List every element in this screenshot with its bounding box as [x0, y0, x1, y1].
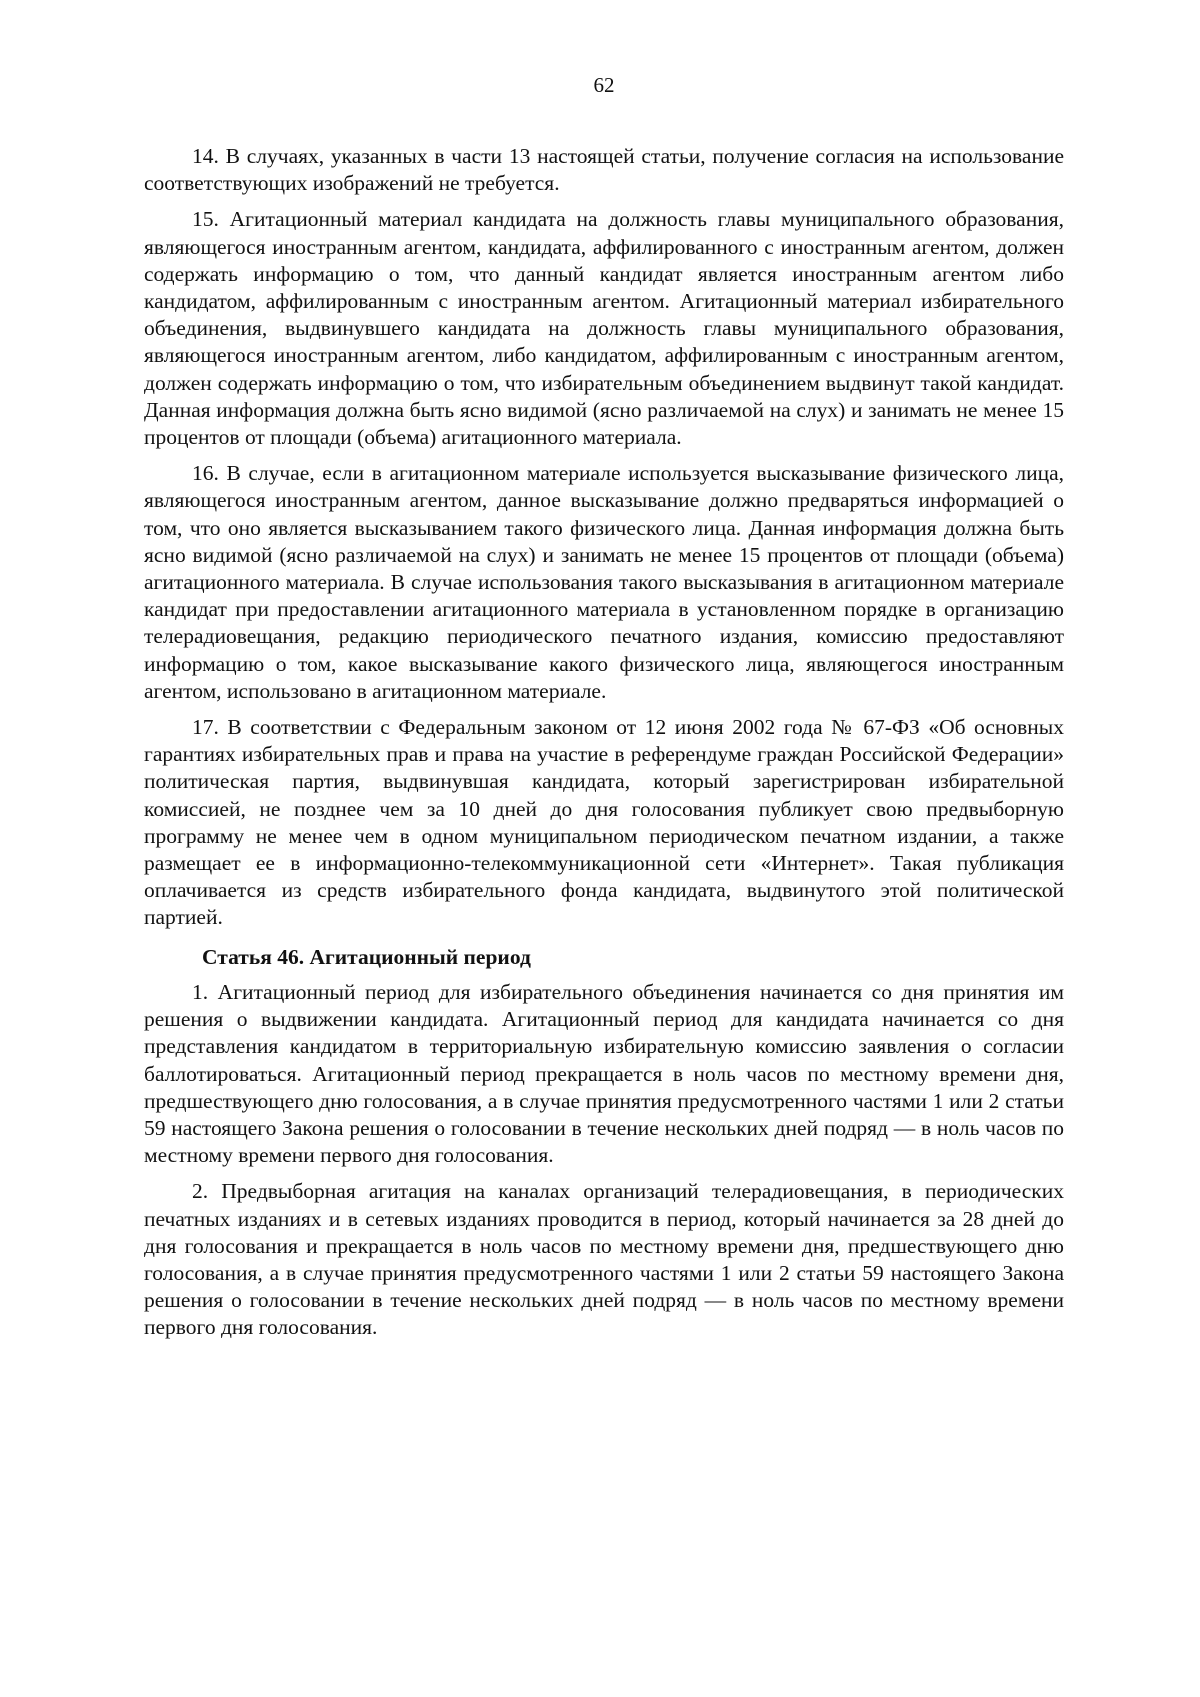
article-heading: Статья 46. Агитационный период: [202, 944, 531, 969]
paragraph-15: 15. Агитационный материал кандидата на должность главы муниципального образования, являющегося иностранным агентом, кандидата, аффилированного с иностранным агентом, должен содержать информацию о том, что данный кандидат является иностранным агентом либо кандидатом, аффилированным с иностранным агентом. Агитационный материал избирательного объединения, выдвинувшего кандидата на должность главы муниципального образования, являющегося иностранным агентом, либо кандидатом, аффилированным с иностранным агентом, должен содержать информацию о том, что избирательным объединением выдвинут такой кандидат. Данная информация должна быть ясно видимой (ясно различаемой на слух) и занимать не менее 15 процентов от площади (объема) агитационного материала.: [144, 207, 1064, 450]
document-page: [144, 0, 1064, 1697]
article-46-paragraph-2: 2. Предвыборная агитация на каналах организаций телерадиовещания, в периодических печатных изданиях и в сетевых изданиях проводится в период, который начинается за 28 дней до дня голосования и прекращается в ноль часов по местному времени дня, предшествующего дню голосования, а в случае принятия предусмотренного частями 1 или 2 статьи 59 настоящего Закона решения о голосовании в течение нескольких дней подряд — в ноль часов по местному времени первого дня голосования.: [144, 1179, 1064, 1340]
paragraph-16: 16. В случае, если в агитационном материале используется высказывание физического лица, являющегося иностранным агентом, данное высказывание должно предваряться информацией о том, что оно является высказыванием такого физического лица. Данная информация должна быть ясно видимой (ясно различаемой на слух) и занимать не менее 15 процентов от площади (объема) агитационного материала. В случае использования такого высказывания в агитационном материале кандидат при предоставлении агитационного материала в установленном порядке в организацию телерадиовещания, редакцию периодического печатного издания, комиссию предоставляют информацию о том, какое высказывание какого физического лица, являющегося иностранным агентом, использовано в агитационном материале.: [144, 461, 1064, 703]
paragraph-17: 17. В соответствии с Федеральным законом от 12 июня 2002 года № 67-ФЗ «Об основных гарантиях избирательных прав и права на участие в референдуме граждан Российской Федерации» политическая партия, выдвинувшая кандидата, который зарегистрирован избирательной комиссией, не позднее чем за 10 дней до дня голосования публикует свою предвыборную программу не менее чем в одном муниципальном периодическом печатном издании, а также размещает ее в информационно-телекоммуникационной сети «Интернет». Такая публикация оплачивается из средств избирательного фонда кандидата, выдвинутого этой политической партией.: [144, 715, 1064, 930]
paragraph-14: 14. В случаях, указанных в части 13 настоящей статьи, получение согласия на использование соответствующих изображений не требуется.: [144, 144, 1064, 196]
document-body: [144, 143, 1064, 1351]
article-46-paragraph-1: 1. Агитационный период для избирательного объединения начинается со дня принятия им решения о выдвижении кандидата. Агитационный период для кандидата начинается со дня представления кандидатом в территориальную избирательную комиссию заявления о согласии баллотироваться. Агитационный период прекращается в ноль часов по местному времени дня, предшествующего дню голосования, а в случае принятия предусмотренного частями 1 или 2 статьи 59 настоящего Закона решения о голосовании в течение нескольких дней подряд — в ноль часов по местному времени первого дня голосования.: [144, 979, 1064, 1168]
page-number: 62: [593, 73, 615, 97]
